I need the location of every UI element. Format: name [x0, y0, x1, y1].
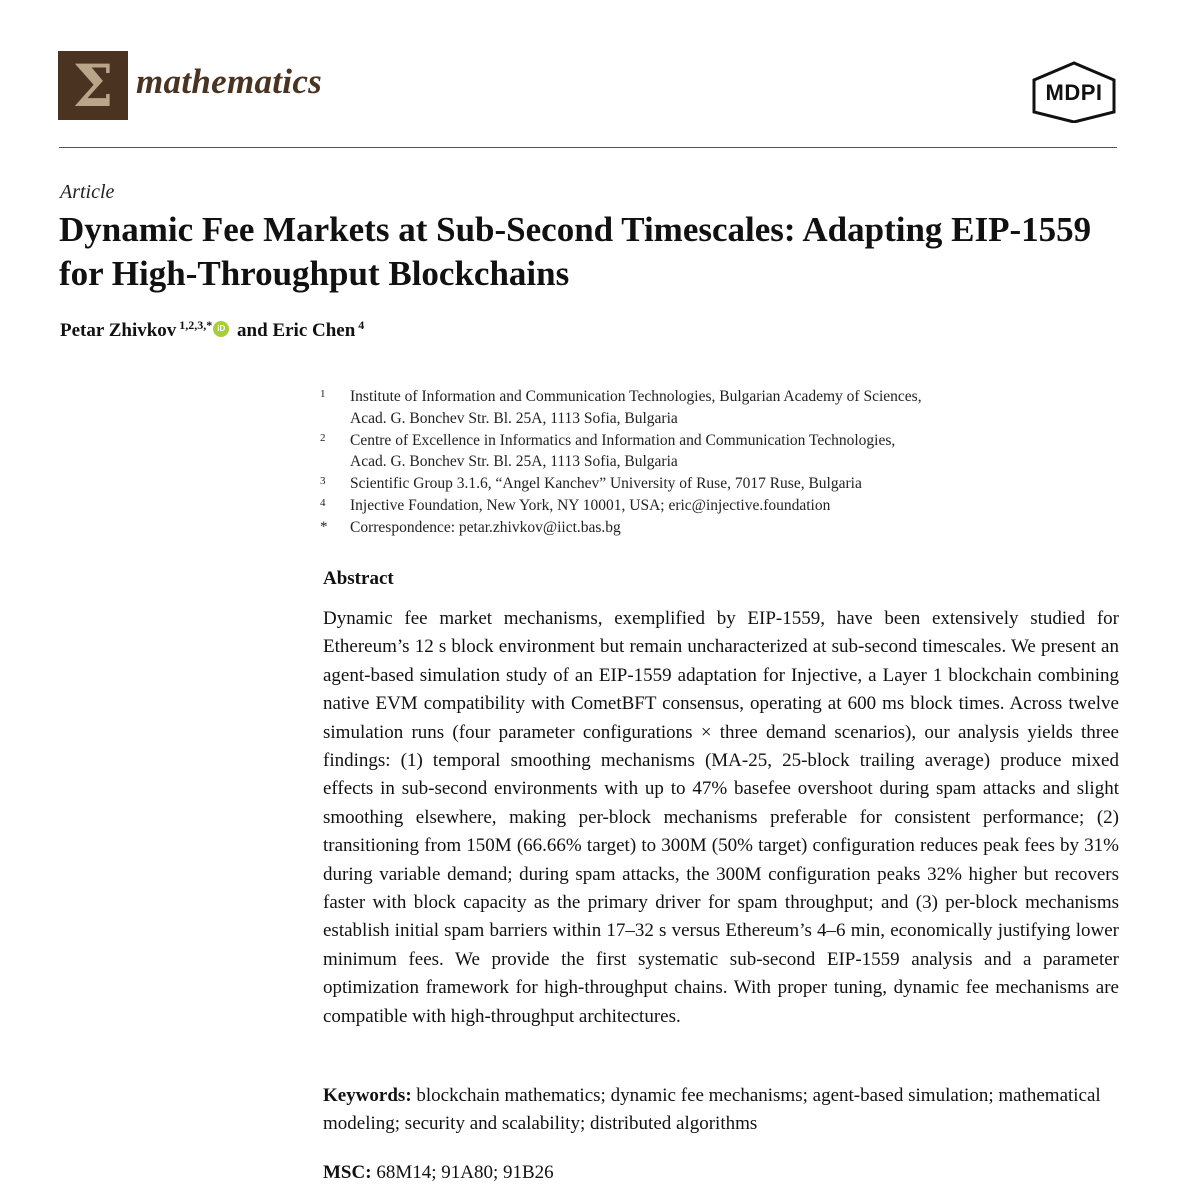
affiliation-item [320, 495, 1120, 517]
author-conjunction: and [237, 320, 268, 341]
msc-label: MSC: [323, 1162, 372, 1183]
abstract-text: Dynamic fee market mechanisms, exemplified by EIP-1559, have been extensively studied for Ethereum’s 12 s block environment but remain uncharacterized at sub-second timescales. We present an agent-based simulation study of an EIP-1559 adaptation for Injective, a Layer 1 blockchain combining native EVM compatibility with CometBFT consensus, operating at 600 ms block times. Across twelve simulation runs (four parameter configurations × three demand scenarios), our analysis yields three findings: (1) temporal smoothing mechanisms (MA-25, 25-block trailing average) produce mixed effects in sub-second environments with up to 47% basefee overshoot during spam attacks and slight smoothing elsewhere, making per-block mechanisms preferable for consistent performance; (2) transitioning from 150M (66.66% target) to 300M (50% target) configuration reduces peak fees by 31% during variable demand; during spam attacks, the 300M configuration peaks 32% higher but recovers faster with block capacity as the primary driver for spam throughput; and (3) per-block mechanisms establish initial spam barriers within 17–32 s versus Ethereum’s 4–6 min, economically justifying lower minimum fees. We provide the first systematic sub-second EIP-1559 analysis and a parameter optimization framework for high-throughput chains. With proper tuning, dynamic fee mechanisms are compatible with high-throughput architectures. [323, 608, 1119, 1027]
article-title: Dynamic Fee Markets at Sub-Second Timescales: Adapting EIP-1559 for High-Throughput Blockchains [59, 210, 1092, 293]
publisher-name: MDPI [1045, 80, 1103, 105]
journal-name: mathematics [136, 62, 323, 101]
correspondence-item [320, 517, 1120, 539]
correspondence-text[interactable]: Correspondence: petar.zhivkov@iict.bas.bg [350, 518, 621, 536]
affiliation-marker: 3 [320, 475, 326, 488]
author-name[interactable]: Eric Chen [272, 320, 356, 341]
affiliation-marker: 4 [320, 496, 326, 509]
affiliation-item [320, 430, 1120, 474]
keywords-label: Keywords: [323, 1085, 412, 1106]
affiliation-marker: 1 [320, 388, 326, 400]
affiliation-text: Injective Foundation, New York, NY 10001, USA; eric@injective.foundation [350, 496, 831, 514]
affiliations-list [320, 386, 1120, 539]
correspondence-marker: * [320, 518, 328, 535]
author-name[interactable]: Petar Zhivkov [60, 320, 177, 341]
author-list [60, 318, 364, 342]
affiliation-item [320, 386, 1120, 430]
keywords-text: blockchain mathematics; dynamic fee mechanisms; agent-based simulation; mathematical modeling; security and scalability; distributed algorithms [323, 1085, 1101, 1135]
msc-codes [323, 1162, 554, 1184]
article-type: Article [60, 181, 115, 203]
journal-logo [58, 51, 128, 120]
affiliation-marker: 2 [320, 431, 326, 444]
affiliation-text: Centre of Excellence in Informatics and Information and Communication Technologies, Acad. G. Bonchev Str. Bl. 25A, 1113 Sofia, Bulgaria [350, 431, 896, 471]
affiliation-text: Scientific Group 3.1.6, “Angel Kanchev” University of Ruse, 7017 Ruse, Bulgaria [350, 475, 862, 493]
orcid-icon[interactable]: iD [213, 321, 229, 337]
affiliation-item [320, 473, 1120, 495]
author-affiliation-marks: 1,2,3,* [179, 318, 213, 332]
author-affiliation-marks: 4 [358, 318, 365, 332]
header-divider [59, 147, 1117, 148]
affiliation-text: Institute of Information and Communication Technologies, Bulgarian Academy of Sciences, Acad. G. Bonchev Str. Bl. 25A, 1113 Sofia, Bulgaria [350, 388, 922, 427]
msc-text: 68M14; 91A80; 91B26 [376, 1162, 554, 1183]
keywords [323, 1082, 1123, 1139]
abstract-heading: Abstract [323, 568, 394, 589]
sigma-logo-glyph: Σ [72, 51, 114, 120]
